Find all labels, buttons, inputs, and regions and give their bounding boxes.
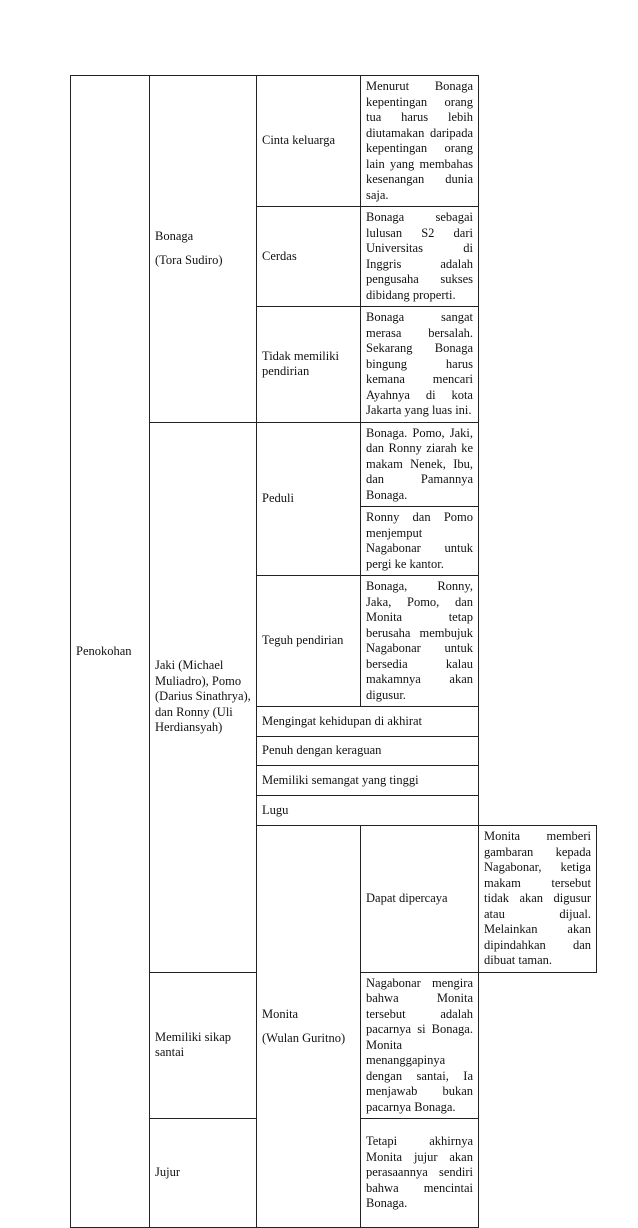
trait-cell: Tidak memiliki pendirian <box>257 307 361 423</box>
trait-cell: Peduli <box>257 422 361 576</box>
character-name: Bonaga <box>155 228 194 243</box>
characterization-table <box>70 75 597 1228</box>
trait-cell: Jujur <box>150 1119 257 1228</box>
trait-cell: Cinta keluarga <box>257 76 361 207</box>
trait-cell: Teguh pendirian <box>257 576 361 707</box>
trait-cell: Lugu <box>257 796 479 826</box>
table-row <box>71 76 597 207</box>
character-cell-friends: Jaki (Michael Muliadro), Pomo (Darius Sinathrya), dan Ronny (Uli Herdiansyah) <box>150 422 257 972</box>
trait-cell: Memiliki sikap santai <box>150 972 257 1119</box>
evidence-cell: Monita memberi gambaran kepada Nagabonar, ketiga makam tersebut tidak akan digusur atau dijual. Melainkan akan dipindahkan dan dibuat taman. <box>479 826 597 973</box>
actor-name: (Wulan Guritno) <box>262 1031 346 1045</box>
actor-name: (Tora Sudiro) <box>155 253 223 268</box>
evidence-cell: Bonaga sangat merasa bersalah. Sekarang Bonaga bingung harus kemana mencari Ayahnya di kota Jakarta yang luas ini. <box>361 307 479 423</box>
trait-cell: Dapat dipercaya <box>361 826 479 973</box>
evidence-cell: Bonaga. Pomo, Jaki, dan Ronny ziarah ke makam Nenek, Ibu, dan Pamannya Bonaga. <box>361 422 479 507</box>
table-row <box>71 422 597 507</box>
trait-cell: Cerdas <box>257 207 361 307</box>
trait-cell: Penuh dengan keraguan <box>257 737 479 766</box>
evidence-cell: Nagabonar mengira bahwa Monita tersebut adalah pacarnya si Bonaga. Monita menanggapinya dengan santai, Ia menjawab bukan pacarnya Bonaga. <box>361 972 479 1119</box>
trait-cell: Memiliki semangat yang tinggi <box>257 766 479 796</box>
evidence-cell: Tetapi akhirnya Monita jujur akan perasaannya sendiri bahwa mencintai Bonaga. <box>361 1119 479 1228</box>
evidence-cell: Menurut Bonaga kepentingan orang tua harus lebih diutamakan daripada kepentingan orang lain yang membahas kesenangan dunia saja. <box>361 76 479 207</box>
role-cell: Penokohan <box>71 76 150 1228</box>
trait-cell: Mengingat kehidupan di akhirat <box>257 707 479 737</box>
evidence-cell: Ronny dan Pomo menjemput Nagabonar untuk pergi ke kantor. <box>361 507 479 576</box>
character-name: Monita <box>262 1006 299 1021</box>
evidence-cell: Bonaga, Ronny, Jaka, Pomo, dan Monita tetap berusaha membujuk Nagabonar untuk bersedia kalau makamnya akan digusur. <box>361 576 479 707</box>
character-cell-bonaga <box>150 76 257 423</box>
character-cell-monita <box>257 826 361 1228</box>
evidence-cell: Bonaga sebagai lulusan S2 dari Universitas di Inggris adalah pengusaha sukses dibidang properti. <box>361 207 479 307</box>
